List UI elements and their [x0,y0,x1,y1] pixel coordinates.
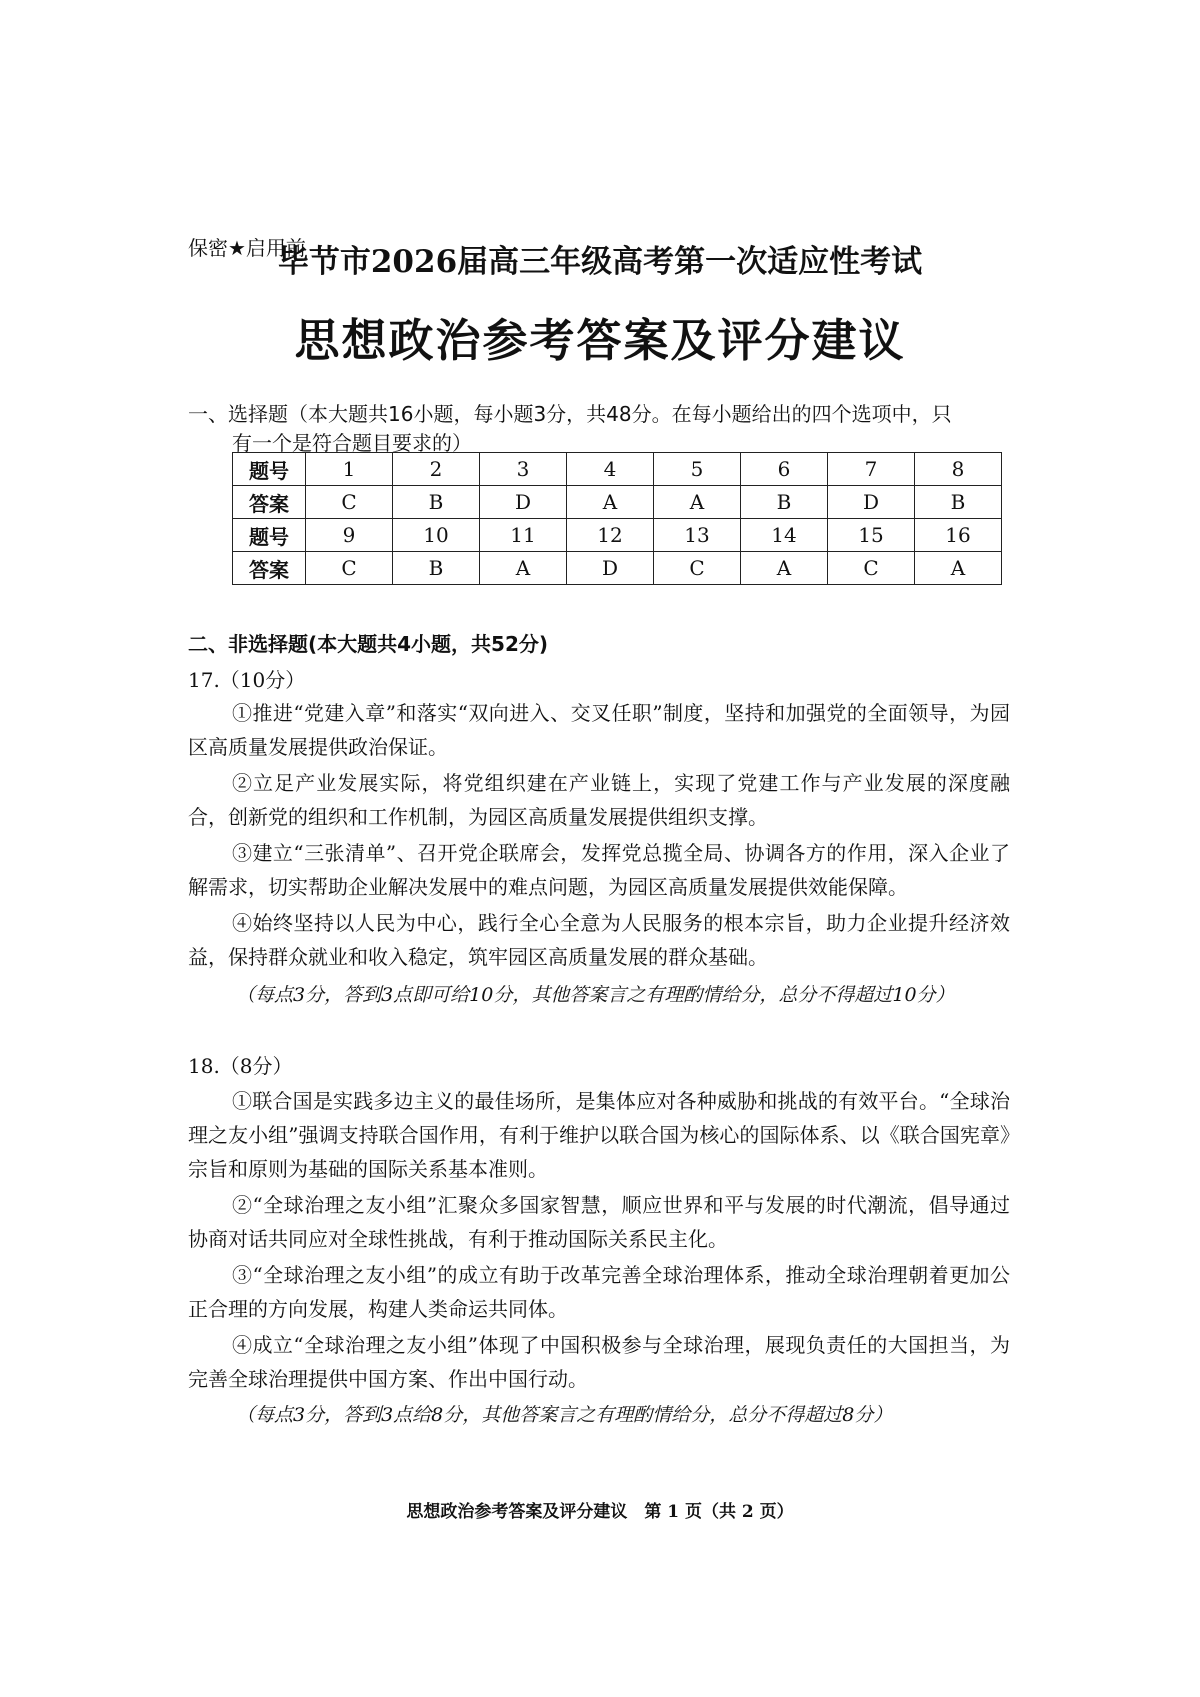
answer-cell: D [828,486,915,519]
q17-point-3: ③建立“三张清单”、召开党企联席会，发挥党总揽全局、协调各方的作用，深入企业了解需求，切实帮助企业解决发展中的难点问题，为园区高质量发展提供效能保障。 [188,841,1010,899]
question-number: 14 [741,519,828,552]
table-row [233,552,1002,585]
answer-cell: A [741,552,828,585]
table-row [233,486,1002,519]
answer-label: 答案 [233,552,306,585]
answer-cell: A [480,552,567,585]
answer-cell: A [654,486,741,519]
confidential-label: 保密★启用前 [188,236,306,260]
q18-heading: 18.（8分） [188,1054,293,1078]
answer-cell: C [654,552,741,585]
answer-cell: A [567,486,654,519]
question-number: 3 [480,453,567,486]
question-number: 8 [915,453,1002,486]
number-label: 题号 [233,519,306,552]
answer-cell: B [741,486,828,519]
question-number: 15 [828,519,915,552]
question-number: 7 [828,453,915,486]
answer-cell: A [915,552,1002,585]
question-number: 2 [393,453,480,486]
question-number: 1 [306,453,393,486]
section2-heading: 二、非选择题(本大题共4小题，共52分) [188,632,549,656]
q18-point-3: ③“全球治理之友小组”的成立有助于改革完善全球治理体系，推动全球治理朝着更加公正合理的方向发展，构建人类命运共同体。 [188,1263,1010,1321]
number-label: 题号 [233,453,306,486]
question-number: 11 [480,519,567,552]
answer-cell: B [393,486,480,519]
document-title: 思想政治参考答案及评分建议 [294,314,906,367]
q17-scoring-note: （每点3分，答到3点即可给10分，其他答案言之有理酌情给分，总分不得超过10分） [236,984,955,1006]
answer-cell: B [915,486,1002,519]
question-number: 10 [393,519,480,552]
question-number: 6 [741,453,828,486]
answer-cell: D [567,552,654,585]
q17-heading: 17.（10分） [188,668,306,692]
question-number: 4 [567,453,654,486]
answer-cell: B [393,552,480,585]
answer-label: 答案 [233,486,306,519]
q17-point-1: ①推进“党建入章”和落实“双向进入、交叉任职”制度，坚持和加强党的全面领导，为园区高质量发展提供政治保证。 [188,701,1010,759]
exam-title: 毕节市2026届高三年级高考第一次适应性考试 [277,244,923,280]
answer-cell: C [306,486,393,519]
answer-table [232,452,1002,585]
table-row [233,519,1002,552]
section1-heading [188,400,1008,458]
section1-line2: 有一个是符合题目要求的） [232,431,472,455]
q18-point-1: ①联合国是实践多边主义的最佳场所，是集体应对各种威胁和挑战的有效平台。“全球治理之友小组”强调支持联合国作用，有利于维护以联合国为核心的国际体系、以《联合国宪章》宗旨和原则为基础的国际关系基本准则。 [188,1089,1010,1181]
question-number: 5 [654,453,741,486]
q18-point-2: ②“全球治理之友小组”汇聚众多国家智慧，顺应世界和平与发展的时代潮流，倡导通过协商对话共同应对全球性挑战，有利于推动国际关系民主化。 [188,1193,1010,1251]
answer-cell: C [306,552,393,585]
section1-line1: 一、选择题（本大题共16小题，每小题3分，共48分。在每小题给出的四个选项中，只 [188,402,952,426]
q17-point-2: ②立足产业发展实际，将党组织建在产业链上，实现了党建工作与产业发展的深度融合，创新党的组织和工作机制，为园区高质量发展提供组织支撑。 [188,771,1010,829]
q17-point-4: ④始终坚持以人民为中心，践行全心全意为人民服务的根本宗旨，助力企业提升经济效益，保持群众就业和收入稳定，筑牢园区高质量发展的群众基础。 [188,911,1010,969]
q18-scoring-note: （每点3分，答到3点给8分，其他答案言之有理酌情给分，总分不得超过8分） [236,1404,893,1426]
question-number: 12 [567,519,654,552]
table-row [233,453,1002,486]
question-number: 13 [654,519,741,552]
answer-cell: C [828,552,915,585]
page-footer: 思想政治参考答案及评分建议 第 1 页（共 2 页） [406,1502,794,1522]
q18-point-4: ④成立“全球治理之友小组”体现了中国积极参与全球治理，展现负责任的大国担当，为完善全球治理提供中国方案、作出中国行动。 [188,1333,1010,1391]
question-number: 16 [915,519,1002,552]
answer-cell: D [480,486,567,519]
question-number: 9 [306,519,393,552]
